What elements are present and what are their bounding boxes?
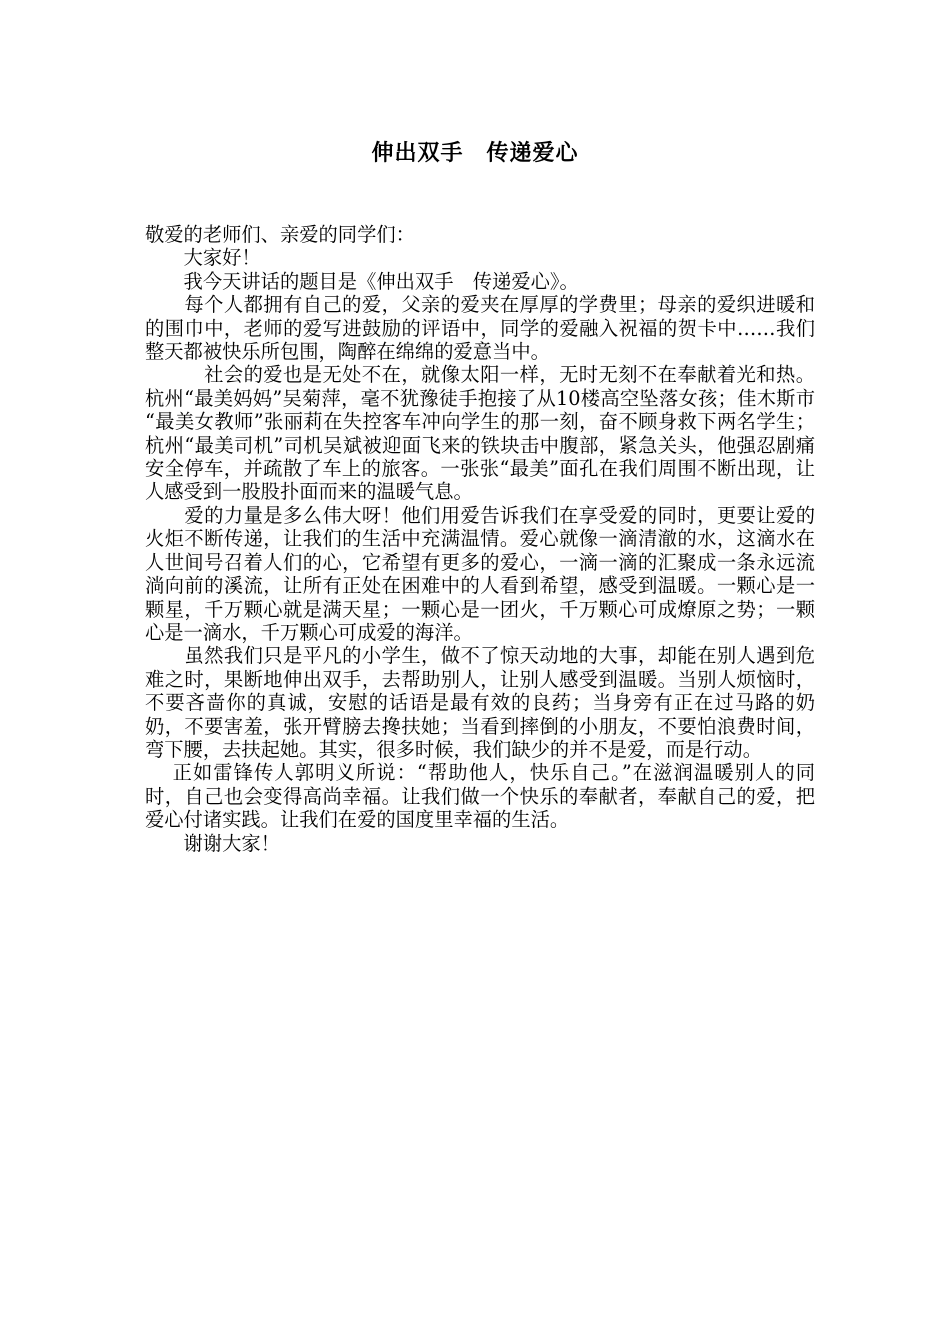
document-body bbox=[145, 223, 822, 855]
body-paragraph: 每个人都拥有自己的爱，父亲的爱夹在厚厚的学费里；母亲的爱织进暖和的围巾中，老师的爱写进鼓励的评语中，同学的爱融入祝福的贺卡中……我们整天都被快乐所包围，陶醉在绵绵的爱意当中。 bbox=[145, 293, 815, 364]
greeting: 大家好！ bbox=[145, 246, 261, 270]
body-paragraph: 社会的爱也是无处不在，就像太阳一样，无时无刻不在奉献着光和热。杭州“最美妈妈”吴菊萍，毫不犹豫徒手抱接了从10楼高空坠落女孩；佳木斯市 “最美女教师”张丽莉在失控客车冲向学生的那一刻，奋不顾身救下两名学生；杭州“最美司机”司机吴斌被迎面飞来的铁块击中腹部，紧急关头，他强忍剧痛安全停车，并疏散了车上的旅客。一张张“最美”面孔在我们周围不断出现，让人感受到一股股扑面而来的温暖气息。 bbox=[145, 363, 822, 504]
body-paragraph: 正如雷锋传人郭明义所说：“帮助他人，快乐自己。”在滋润温暖别人的同时，自己也会变得高尚幸福。让我们做一个快乐的奉献者，奉献自己的爱，把爱心付诸实践。让我们在爱的国度里幸福的生活。 bbox=[145, 761, 815, 832]
topic-paragraph: 我今天讲话的题目是《伸出双手 传递爱心》。 bbox=[145, 269, 579, 293]
document-title: 伸出双手 传递爱心 bbox=[371, 140, 579, 166]
body-paragraph: 爱的力量是多么伟大呀！他们用爱告诉我们在享受爱的同时，更要让爱的火炬不断传递，让我们的生活中充满温情。爱心就像一滴清澈的水，这滴水在人世间号召着人们的心，它希望有更多的爱心，一滴一滴的汇聚成一条永远流淌向前的溪流，让所有正处在困难中的人看到希望，感受到温暖。一颗心是一颗星，千万颗心就是满天星；一颗心是一团火，千万颗心可成燎原之势；一颗心是一滴水，千万颗心可成爱的海洋。 bbox=[145, 503, 815, 644]
closing: 谢谢大家！ bbox=[145, 831, 280, 855]
body-paragraph: 虽然我们只是平凡的小学生，做不了惊天动地的大事，却能在别人遇到危难之时，果断地伸出双手，去帮助别人，让别人感受到温暖。当别人烦恼时，不要吝啬你的真诚，安慰的话语是最有效的良药；当身旁有正在过马路的奶奶，不要害羞，张开臂膀去搀扶她；当看到摔倒的小朋友，不要怕浪费时间，弯下腰，去扶起她。其实，很多时候，我们缺少的并不是爱，而是行动。 bbox=[145, 644, 815, 761]
salutation: 敬爱的老师们、亲爱的同学们： bbox=[145, 223, 415, 246]
